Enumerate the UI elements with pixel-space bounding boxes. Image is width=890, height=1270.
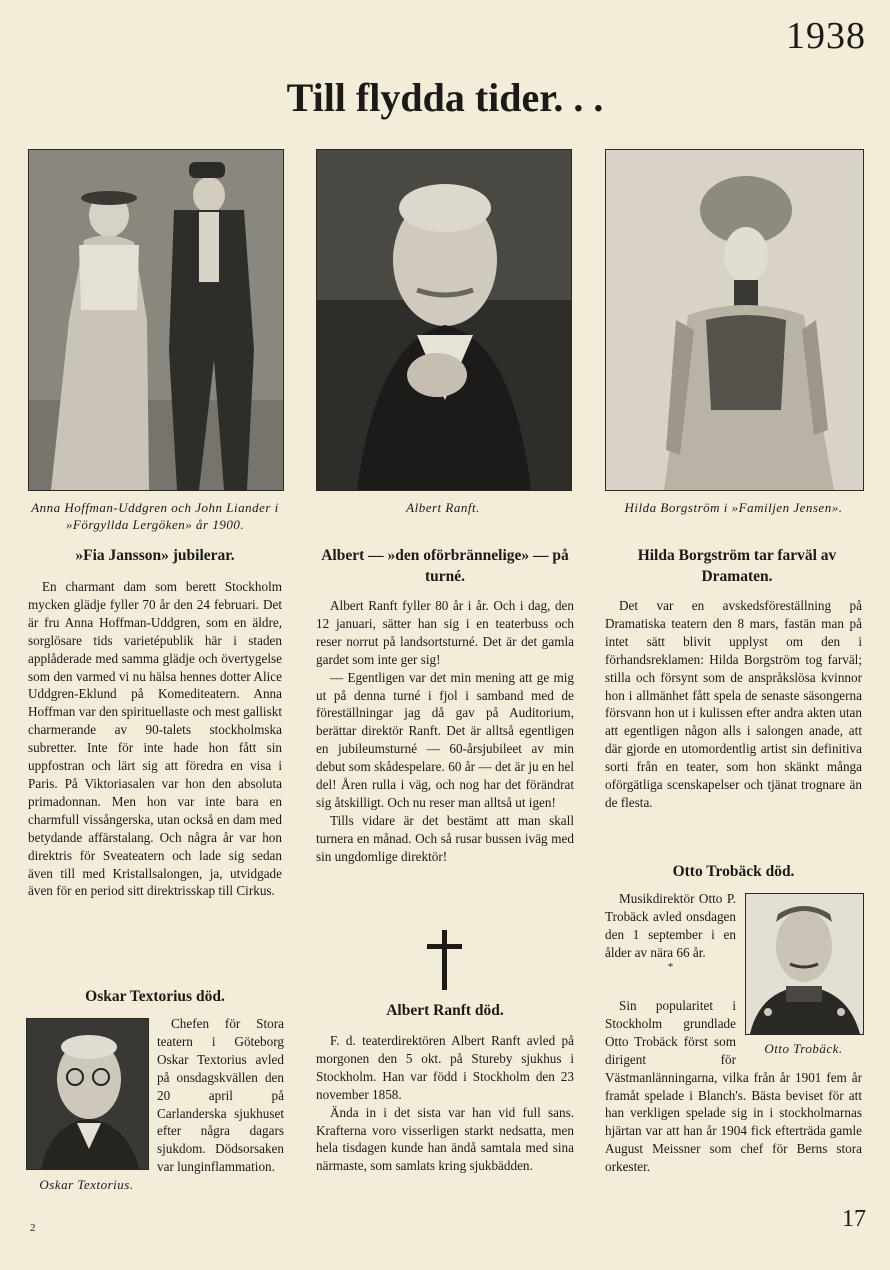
troback-title: Otto Trobäck död. xyxy=(672,863,795,880)
photo-hoffman-liander xyxy=(28,149,284,491)
troback-body-1 xyxy=(605,890,736,972)
year-label: 1938 xyxy=(786,15,866,57)
photo-oskar-textorius xyxy=(26,1018,149,1170)
textorius-caption: Oskar Textorius. xyxy=(39,1177,134,1192)
portrait-spacer xyxy=(736,997,862,1057)
ranft-tour-p1: Albert Ranft fyller 80 år i år. Och i dag, den 12 januari, sätter han sig i en teaterbuss och reser norrut på landsortsturné. Det är det gamla gardet som inte ger sig! xyxy=(316,598,574,667)
textorius-title: Oskar Textorius död. xyxy=(85,988,225,1005)
ranft-dead-body xyxy=(316,1032,574,1175)
fia-body xyxy=(28,578,282,900)
caption-photo-2: Albert Ranft. xyxy=(406,500,480,515)
page-number-left: 2 xyxy=(30,1222,36,1234)
borgstrom-text: Det var en avskedsföreställning på Dramatiska teatern den 8 mars, fastän man på intet sätt blivit upplyst om den i förhandsreklamen: Hilda Borgström tog farväl; stilla och försynt som de anspråkslösa kvinnor hon i allmänhet fått spela de senaste säsongerna försvann hon ut i kulissen efter andra akten utan att egentligen någon alls i salongen anade, att där gjorde en utomordentlig artist sin definitiva sorti från en teater, som hon skänkt många oförgätliga scenskapelser och tjänat trognare än de flesta. xyxy=(605,598,862,810)
ranft-tour-p3: Tills vidare är det bestämt att man skall turnera en månad. Och så rusar bussen iväg med sin ungdomlige direktör! xyxy=(316,812,574,864)
ranft-tour-title: Albert — »den oförbrännelige» — på turné. xyxy=(321,547,569,585)
troback-text2: Sin popularitet i Stockholm grundlade Otto Trobäck först som dirigent för Västmanlänningarna, vilka från år 1901 fem år framåt spelade i Blanch's. Bästa beviset för att han verkligen spelade sig in i stockholmarnas hjärtan var att han år 1904 fick efterträda gamle August Meissner som chef för Berns stora orkester. xyxy=(605,998,862,1175)
textorius-body xyxy=(157,1015,284,1176)
troback-caption: Otto Trobäck. xyxy=(764,1041,843,1056)
photo-hilda-borgstrom xyxy=(605,149,864,491)
fia-title: »Fia Jansson» jubilerar. xyxy=(75,547,235,564)
page-headline: Till flydda tider. . . xyxy=(286,75,604,120)
troback-star: * xyxy=(667,960,674,973)
borgstrom-body xyxy=(605,597,862,812)
ranft-dead-title: Albert Ranft död. xyxy=(386,1002,504,1019)
caption-photo-1: Anna Hoffman-Uddgren och John Liander i »Förgyllda Lergöken» år 1900. xyxy=(31,500,279,532)
ranft-tour-p2: — Egentligen var det min mening att ge mig ut på denna turné i fjol i samband med de föreställningar jag då gav på Auditorium, berättar direktör Ranft. Det är alltså egentligen en jubileumsturné — 60-årsjubileet av min debut som skådespelare. 60 år — det är ju en hel del! Åren rulla i väg, och nog har det förändrat sig åtskilligt. Och nu reser man alltså ut igen! xyxy=(316,669,574,810)
troback-body-2 xyxy=(605,997,862,1176)
borgstrom-title: Hilda Borgström tar farväl av Dramaten. xyxy=(637,547,837,585)
caption-photo-3: Hilda Borgström i »Familjen Jensen». xyxy=(624,500,843,515)
ranft-dead-p1: F. d. teaterdirektören Albert Ranft avled på morgonen den 5 okt. på Stureby sjukhus i Stockholm. Han var född i Stockholm den 23 november 1858. xyxy=(316,1033,574,1102)
ranft-tour-body xyxy=(316,597,574,866)
photo-albert-ranft xyxy=(316,149,572,491)
textorius-text: Chefen för Stora teatern i Göteborg Oskar Textorius avled på onsdagskvällen den 20 april på Carlanderska sjukhuset efter några dagars sjukdom. Dödsorsaken var lunginflammation. xyxy=(157,1016,284,1175)
ranft-dead-p2: Ända in i det sista var han vid full sans. Krafterna voro visserligen starkt nedsatta, men hela tisdagen kunde han ändå samtala med sina närmaste, som samlats kring sjukbädden. xyxy=(316,1104,574,1174)
cross-icon xyxy=(425,930,465,990)
fia-text: En charmant dam som berett Stockholm mycken glädje fyller 70 år den 24 februari. Det är fru Anna Hoffman-Uddgren, som en äldre, sorglösare tids varietépublik här i staden applåderade med samma glädje och övertygelse som den varmed vi nu hälsa hennes dotter Alice Uddgren-Eklund på Komediteatern. Anna Hoffman var den spirituellaste och mest galliskt charmerande av 90-talets stockholmska subretter. Inte för inte hade hon fått sin uppfostran och lärt sig att föredra en visa i Paris. På Viktoriasalen var hon den absoluta primadonnan. Men hon var inte bara en charmfull vissångerska, utan också en dam med betydande affärstalang. Och några år var hon direktris för Sveateatern och lade sig sedan även till med Kristallsalongen, ja, utvidgade även för en period sitt direktrisskap till Cirkus. xyxy=(28,579,282,899)
page-number-right: 17 xyxy=(842,1206,866,1232)
troback-text1: Musikdirektör Otto P. Trobäck avled onsdagen den 1 september i en ålder av nära 66 år. xyxy=(605,891,736,960)
